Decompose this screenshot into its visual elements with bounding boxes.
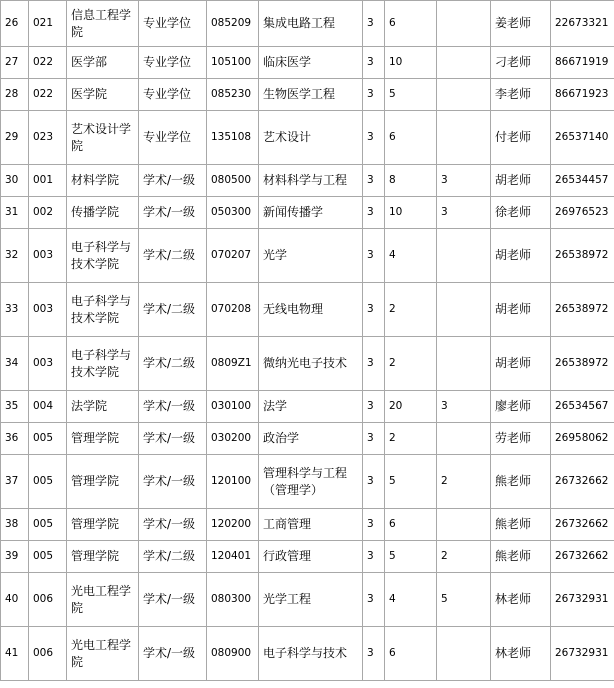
cell-index: 32: [1, 229, 29, 283]
table-row: [1, 391, 614, 423]
cell-major-code: 070207: [207, 229, 259, 283]
cell-phone: 26732662: [551, 455, 614, 509]
cell-index: 29: [1, 111, 29, 165]
cell-degree-type: 学术/一级: [139, 423, 207, 455]
cell-contact: 付老师: [491, 111, 551, 165]
table-body: [1, 1, 614, 681]
cell-school-code: 005: [29, 541, 67, 573]
table-row: [1, 509, 614, 541]
cell-major: 光学: [259, 229, 363, 283]
cell-degree-type: 学术/二级: [139, 283, 207, 337]
cell-major-code: 085209: [207, 1, 259, 47]
cell-school: 艺术设计学院: [67, 111, 139, 165]
cell-years: 3: [363, 337, 385, 391]
cell-major: 法学: [259, 391, 363, 423]
cell-major-code: 080500: [207, 165, 259, 197]
cell-major-code: 105100: [207, 47, 259, 79]
cell-contact: 徐老师: [491, 197, 551, 229]
cell-extra: 2: [437, 455, 491, 509]
cell-contact: 胡老师: [491, 165, 551, 197]
cell-index: 31: [1, 197, 29, 229]
cell-years: 3: [363, 1, 385, 47]
cell-years: 3: [363, 79, 385, 111]
cell-quota: 2: [385, 283, 437, 337]
cell-phone: 26732662: [551, 509, 614, 541]
table-row: [1, 423, 614, 455]
cell-school: 法学院: [67, 391, 139, 423]
cell-school: 医学院: [67, 79, 139, 111]
table-row: [1, 337, 614, 391]
cell-school-code: 003: [29, 283, 67, 337]
cell-major-code: 120200: [207, 509, 259, 541]
cell-quota: 6: [385, 509, 437, 541]
cell-contact: 李老师: [491, 79, 551, 111]
table-row: [1, 165, 614, 197]
cell-index: 34: [1, 337, 29, 391]
table-row: [1, 197, 614, 229]
cell-phone: 26732662: [551, 541, 614, 573]
cell-major: 集成电路工程: [259, 1, 363, 47]
cell-phone: 26537140: [551, 111, 614, 165]
cell-major-code: 120100: [207, 455, 259, 509]
cell-degree-type: 学术/一级: [139, 165, 207, 197]
cell-extra: [437, 47, 491, 79]
cell-index: 35: [1, 391, 29, 423]
cell-contact: 林老师: [491, 573, 551, 627]
cell-major: 电子科学与技术: [259, 627, 363, 681]
cell-school-code: 005: [29, 423, 67, 455]
cell-phone: 26538972: [551, 283, 614, 337]
cell-major: 新闻传播学: [259, 197, 363, 229]
cell-quota: 6: [385, 111, 437, 165]
cell-major: 行政管理: [259, 541, 363, 573]
cell-years: 3: [363, 423, 385, 455]
table-row: [1, 283, 614, 337]
cell-school: 材料学院: [67, 165, 139, 197]
table-row: [1, 47, 614, 79]
table-row: [1, 229, 614, 283]
cell-major: 光学工程: [259, 573, 363, 627]
table-row: [1, 541, 614, 573]
cell-degree-type: 学术/二级: [139, 229, 207, 283]
cell-index: 30: [1, 165, 29, 197]
cell-school: 电子科学与技术学院: [67, 283, 139, 337]
cell-school-code: 003: [29, 229, 67, 283]
cell-major-code: 030100: [207, 391, 259, 423]
cell-years: 3: [363, 391, 385, 423]
table-row: [1, 111, 614, 165]
cell-major-code: 080300: [207, 573, 259, 627]
cell-extra: 5: [437, 573, 491, 627]
cell-years: 3: [363, 541, 385, 573]
cell-index: 28: [1, 79, 29, 111]
cell-quota: 5: [385, 541, 437, 573]
cell-phone: 86671923: [551, 79, 614, 111]
cell-contact: 熊老师: [491, 541, 551, 573]
cell-phone: 26976523: [551, 197, 614, 229]
cell-extra: [437, 627, 491, 681]
cell-phone: 26534457: [551, 165, 614, 197]
cell-school: 管理学院: [67, 541, 139, 573]
cell-contact: 胡老师: [491, 229, 551, 283]
cell-quota: 4: [385, 573, 437, 627]
cell-index: 33: [1, 283, 29, 337]
cell-extra: [437, 337, 491, 391]
cell-major: 管理科学与工程（管理学）: [259, 455, 363, 509]
cell-quota: 8: [385, 165, 437, 197]
table-row: [1, 1, 614, 47]
cell-school-code: 003: [29, 337, 67, 391]
cell-years: 3: [363, 197, 385, 229]
cell-school-code: 001: [29, 165, 67, 197]
cell-major-code: 135108: [207, 111, 259, 165]
cell-major: 艺术设计: [259, 111, 363, 165]
cell-contact: 熊老师: [491, 509, 551, 541]
cell-extra: 2: [437, 541, 491, 573]
cell-years: 3: [363, 283, 385, 337]
cell-extra: 3: [437, 391, 491, 423]
cell-school-code: 004: [29, 391, 67, 423]
cell-degree-type: 专业学位: [139, 79, 207, 111]
cell-extra: [437, 283, 491, 337]
cell-school-code: 023: [29, 111, 67, 165]
cell-school: 电子科学与技术学院: [67, 229, 139, 283]
cell-degree-type: 学术/一级: [139, 391, 207, 423]
cell-quota: 2: [385, 423, 437, 455]
cell-years: 3: [363, 229, 385, 283]
cell-school-code: 021: [29, 1, 67, 47]
cell-extra: [437, 111, 491, 165]
cell-quota: 5: [385, 79, 437, 111]
cell-quota: 4: [385, 229, 437, 283]
cell-school-code: 002: [29, 197, 67, 229]
cell-school-code: 006: [29, 627, 67, 681]
cell-major-code: 080900: [207, 627, 259, 681]
cell-quota: 6: [385, 627, 437, 681]
cell-quota: 10: [385, 47, 437, 79]
cell-school: 光电工程学院: [67, 573, 139, 627]
cell-degree-type: 学术/一级: [139, 455, 207, 509]
cell-major-code: 085230: [207, 79, 259, 111]
cell-extra: [437, 509, 491, 541]
cell-school: 医学部: [67, 47, 139, 79]
cell-index: 26: [1, 1, 29, 47]
cell-school-code: 006: [29, 573, 67, 627]
cell-major: 生物医学工程: [259, 79, 363, 111]
cell-phone: 26538972: [551, 337, 614, 391]
cell-years: 3: [363, 573, 385, 627]
cell-major-code: 0809Z1: [207, 337, 259, 391]
cell-contact: 胡老师: [491, 283, 551, 337]
cell-school: 信息工程学院: [67, 1, 139, 47]
cell-index: 38: [1, 509, 29, 541]
cell-contact: 廖老师: [491, 391, 551, 423]
cell-school-code: 022: [29, 47, 67, 79]
cell-contact: 林老师: [491, 627, 551, 681]
cell-phone: 22673321: [551, 1, 614, 47]
cell-degree-type: 专业学位: [139, 1, 207, 47]
cell-major: 无线电物理: [259, 283, 363, 337]
cell-index: 37: [1, 455, 29, 509]
cell-years: 3: [363, 47, 385, 79]
cell-index: 36: [1, 423, 29, 455]
cell-degree-type: 学术/一级: [139, 573, 207, 627]
table-row: [1, 79, 614, 111]
cell-major: 工商管理: [259, 509, 363, 541]
cell-quota: 20: [385, 391, 437, 423]
cell-contact: 胡老师: [491, 337, 551, 391]
cell-contact: 姜老师: [491, 1, 551, 47]
cell-extra: [437, 423, 491, 455]
cell-phone: 86671919: [551, 47, 614, 79]
cell-major-code: 030200: [207, 423, 259, 455]
cell-years: 3: [363, 509, 385, 541]
cell-major: 政治学: [259, 423, 363, 455]
cell-extra: [437, 1, 491, 47]
table-row: [1, 573, 614, 627]
table-row: [1, 455, 614, 509]
cell-major-code: 070208: [207, 283, 259, 337]
cell-phone: 26732931: [551, 573, 614, 627]
cell-school: 电子科学与技术学院: [67, 337, 139, 391]
cell-degree-type: 学术/二级: [139, 541, 207, 573]
table-row: [1, 627, 614, 681]
cell-major: 材料科学与工程: [259, 165, 363, 197]
cell-school-code: 005: [29, 455, 67, 509]
cell-contact: 劳老师: [491, 423, 551, 455]
cell-years: 3: [363, 165, 385, 197]
cell-phone: 26534567: [551, 391, 614, 423]
cell-extra: [437, 229, 491, 283]
cell-contact: 刁老师: [491, 47, 551, 79]
cell-major: 临床医学: [259, 47, 363, 79]
cell-years: 3: [363, 627, 385, 681]
cell-quota: 2: [385, 337, 437, 391]
cell-major-code: 050300: [207, 197, 259, 229]
cell-school: 光电工程学院: [67, 627, 139, 681]
cell-degree-type: 专业学位: [139, 47, 207, 79]
cell-school: 传播学院: [67, 197, 139, 229]
cell-index: 27: [1, 47, 29, 79]
cell-degree-type: 学术/一级: [139, 627, 207, 681]
cell-quota: 10: [385, 197, 437, 229]
cell-extra: 3: [437, 197, 491, 229]
cell-school-code: 005: [29, 509, 67, 541]
cell-quota: 5: [385, 455, 437, 509]
cell-degree-type: 学术/一级: [139, 197, 207, 229]
cell-extra: 3: [437, 165, 491, 197]
cell-years: 3: [363, 111, 385, 165]
cell-major: 微纳光电子技术: [259, 337, 363, 391]
cell-phone: 26732931: [551, 627, 614, 681]
cell-contact: 熊老师: [491, 455, 551, 509]
cell-index: 39: [1, 541, 29, 573]
cell-degree-type: 学术/二级: [139, 337, 207, 391]
cell-index: 41: [1, 627, 29, 681]
cell-index: 40: [1, 573, 29, 627]
cell-extra: [437, 79, 491, 111]
cell-major-code: 120401: [207, 541, 259, 573]
cell-years: 3: [363, 455, 385, 509]
cell-degree-type: 专业学位: [139, 111, 207, 165]
cell-school: 管理学院: [67, 509, 139, 541]
cell-school: 管理学院: [67, 455, 139, 509]
cell-school-code: 022: [29, 79, 67, 111]
cell-degree-type: 学术/一级: [139, 509, 207, 541]
cell-quota: 6: [385, 1, 437, 47]
cell-school: 管理学院: [67, 423, 139, 455]
cell-phone: 26958062: [551, 423, 614, 455]
cell-phone: 26538972: [551, 229, 614, 283]
